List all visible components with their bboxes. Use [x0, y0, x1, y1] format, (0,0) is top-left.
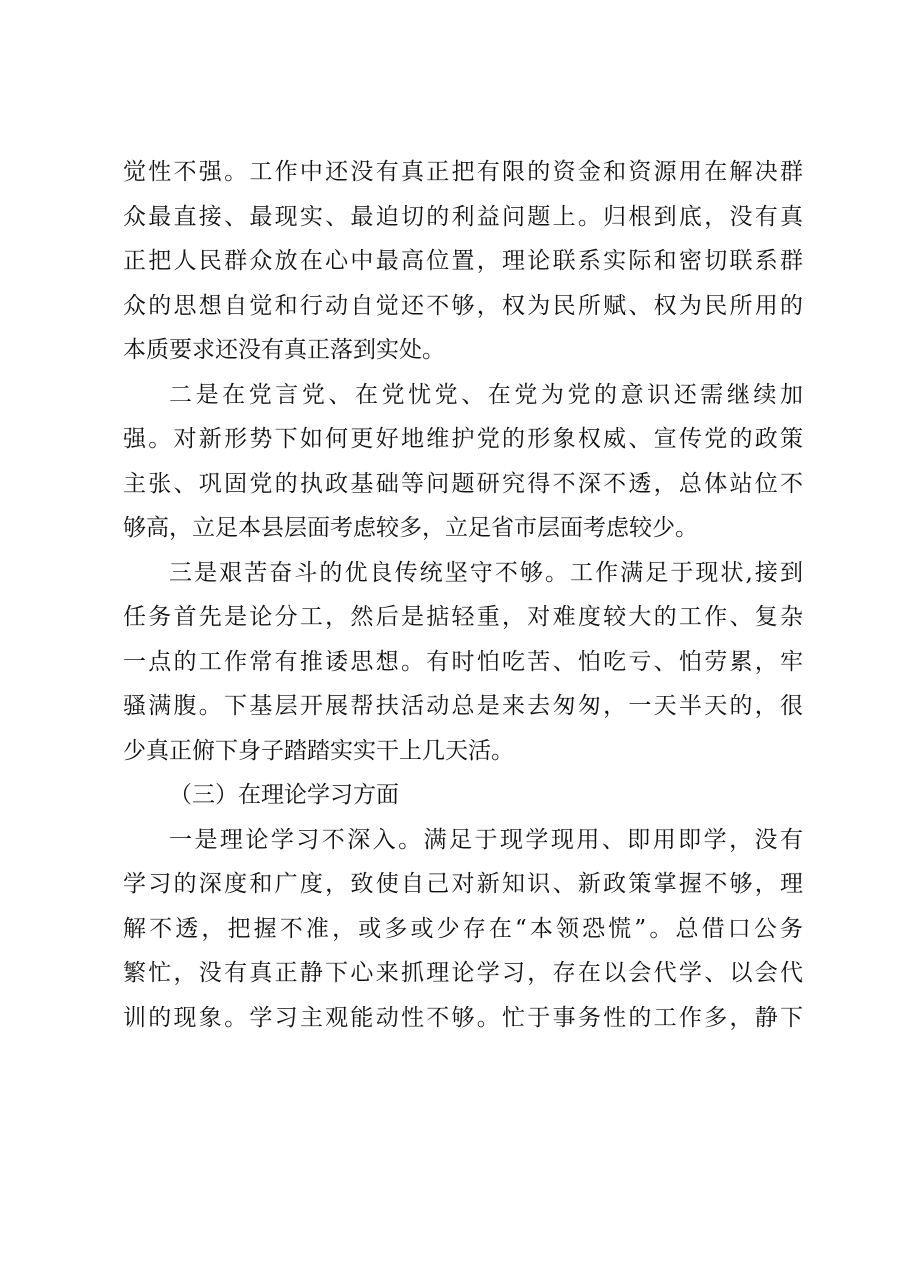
- text-line: 一点的工作常有推诿思想。有时怕吃苦、怕吃亏、怕劳累，牢: [123, 648, 803, 675]
- section-heading: （三）在理论学习方面: [169, 782, 399, 808]
- text-line: 主张、巩固党的执政基础等问题研究得不深不透，总体站位不: [123, 470, 803, 497]
- text-line: 二是在党言党、在党忧党、在党为党的意识还需继续加: [169, 381, 803, 408]
- text-line: 强。对新形势下如何更好地维护党的形象权威、宣传党的政策: [123, 426, 803, 452]
- text-line: 三是艰苦奋斗的优良传统坚守不够。工作满足于现状,接到: [169, 559, 803, 586]
- text-line: 任务首先是论分工，然后是掂轻重，对难度较大的工作、复杂: [123, 604, 803, 630]
- text-line: 本质要求还没有真正落到实处。: [123, 337, 445, 363]
- text-line: 一是理论学习不深入。满足于现学现用、即用即学，没有: [169, 826, 803, 853]
- paragraph: [123, 373, 803, 551]
- text-line: 训的现象。学习主观能动性不够。忙于事务性的工作多，静下: [123, 1004, 803, 1031]
- text-line: 少真正俯下身子踏踏实实干上几天活。: [123, 737, 514, 764]
- text-line: 学习的深度和广度，致使自己对新知识、新政策掌握不够，理: [123, 871, 803, 897]
- paragraph: [123, 150, 803, 373]
- document-body: [123, 150, 803, 1040]
- text-line: 众最直接、最现实、最迫切的利益问题上。归根到底，没有真: [123, 203, 803, 230]
- text-line: 正把人民群众放在心中最高位置，理论联系实际和密切联系群: [123, 248, 803, 274]
- paragraph: [123, 818, 803, 1041]
- paragraph: [123, 551, 803, 774]
- text-line: 繁忙，没有真正静下心来抓理论学习，存在以会代学、以会代: [123, 960, 803, 986]
- text-line: 众的思想自觉和行动自觉还不够，权为民所赋、权为民所用的: [123, 292, 803, 319]
- text-line: 解不透，把握不准，或多或少存在“本领恐慌”。总借口公务: [123, 915, 803, 942]
- text-line: 够高，立足本县层面考虑较多，立足省市层面考虑较少。: [123, 515, 698, 541]
- text-line: 骚满腹。下基层开展帮扶活动总是来去匆匆，一天半天的，很: [123, 693, 803, 719]
- text-line: 觉性不强。工作中还没有真正把有限的资金和资源用在解决群: [123, 159, 803, 185]
